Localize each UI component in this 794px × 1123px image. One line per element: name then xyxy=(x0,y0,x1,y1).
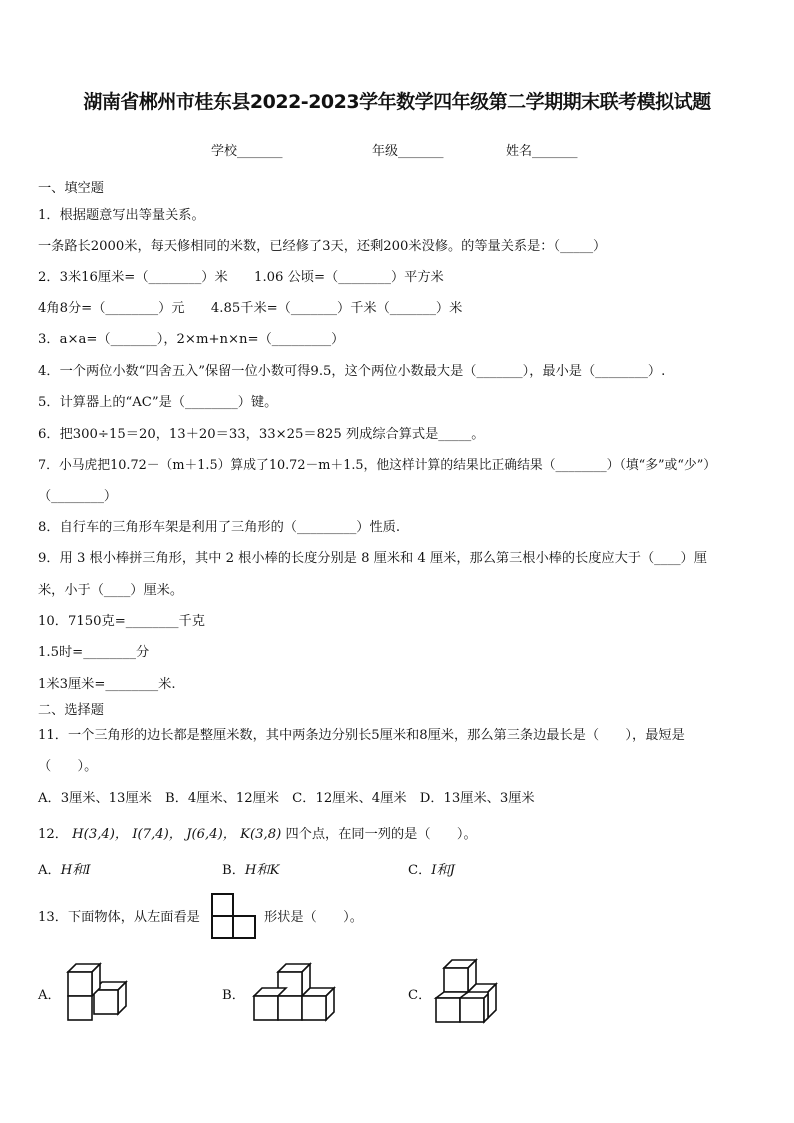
point-h: H(3,4)， xyxy=(72,827,129,842)
q12-option-b: B．H和K xyxy=(222,863,280,878)
question-13-suffix: 形状是（ ）。 xyxy=(264,910,363,925)
question-11-line2: （ ）。 xyxy=(38,759,98,774)
question-12-tail: 四个点，在同一列的是（ ）。 xyxy=(285,827,477,842)
question-1-text: 一条路长2000米，每天修相同的米数，已经修了3天，还剩200米没修。的等量关系是：（_____） xyxy=(38,239,607,254)
point-j: J(6,4)， xyxy=(186,827,236,842)
left-view-figure xyxy=(210,892,258,942)
q13-option-a-label: A． xyxy=(38,988,61,1003)
q12-option-c: C．I和J xyxy=(408,863,455,878)
question-3: 3．a×a=（_______），2×m+n×n=（_________） xyxy=(38,332,345,347)
question-8: 8．自行车的三角形车架是利用了三角形的（_________）性质. xyxy=(38,520,401,535)
point-k: K(3,8) xyxy=(240,827,282,842)
q13-option-b-cubes xyxy=(252,962,336,1024)
question-10-line2: 1.5时=________分 xyxy=(38,645,150,660)
question-7-line2: （________） xyxy=(38,489,118,504)
question-2-line1: 2．3米16厘米=（________）米 1.06 公顷=（________）平方米 xyxy=(38,270,444,285)
question-4: 4．一个两位小数“四舍五入”保留一位小数可得9.5，这个两位小数最大是（_______），最小是（________）. xyxy=(38,364,666,379)
q12-option-a: A．H和I xyxy=(38,863,91,878)
question-12-number: 12． xyxy=(38,827,68,842)
page-title: 湖南省郴州市桂东县2022-2023学年数学四年级第二学期期末联考模拟试题 xyxy=(83,91,711,113)
question-6: 6．把300÷15＝20，13＋20＝33，33×25＝825 列成综合算式是_____。 xyxy=(38,427,485,442)
name-field: 姓名_______ xyxy=(506,144,578,159)
question-7-line1: 7．小马虎把10.72－（m＋1.5）算成了10.72－m＋1.5，他这样计算的结果比正确结果（________）（填“多”或“少”） xyxy=(38,458,717,473)
section-choice: 二、选择题 xyxy=(38,703,104,718)
point-i: I(7,4)， xyxy=(132,827,182,842)
question-10-line3: 1米3厘米=________米. xyxy=(38,677,176,692)
question-11-options: A．3厘米、13厘米 B．4厘米、12厘米 C．12厘米、4厘米 D．13厘米、3厘米 xyxy=(38,791,535,806)
question-10-line1: 10．7150克=________千克 xyxy=(38,614,205,629)
q13-option-a-cubes xyxy=(64,962,132,1024)
question-1: 1．根据题意写出等量关系。 xyxy=(38,208,205,223)
grade-field: 年级_______ xyxy=(372,144,444,159)
question-9-line1: 9．用 3 根小棒拼三角形，其中 2 根小棒的长度分别是 8 厘米和 4 厘米，那么第三根小棒的长度应大于（____）厘 xyxy=(38,551,707,566)
question-2-line2: 4角8分=（________）元 4.85千米=（_______）千米（_______）米 xyxy=(38,301,463,316)
section-fill-blank: 一、填空题 xyxy=(38,181,104,196)
question-9-line2: 米，小于（____）厘米。 xyxy=(38,583,184,598)
school-field: 学校_______ xyxy=(211,144,283,159)
question-5: 5．计算器上的“AC”是（________）键。 xyxy=(38,395,278,410)
question-13-prefix: 13．下面物体，从左面看是 xyxy=(38,910,200,925)
q13-option-c-cubes xyxy=(432,958,500,1026)
q13-option-c-label: C． xyxy=(408,988,432,1003)
question-12 xyxy=(38,826,477,844)
question-11-line1: 11．一个三角形的边长都是整厘米数，其中两条边分别长5厘米和8厘米，那么第三条边最长是（ ），最短是 xyxy=(38,728,685,743)
q13-option-b-label: B． xyxy=(222,988,245,1003)
